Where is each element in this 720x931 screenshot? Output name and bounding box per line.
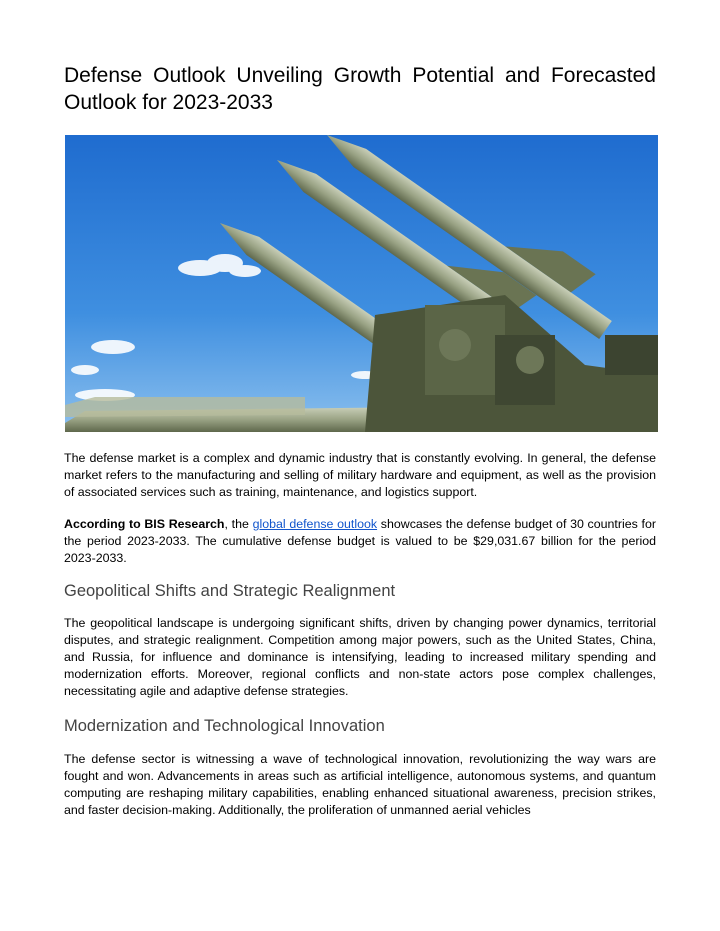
- bis-research-paragraph: [64, 516, 656, 567]
- global-defense-outlook-link[interactable]: global defense outlook: [252, 517, 378, 531]
- paragraph-continuation: showcases the defense budget of 30 countries for the period 2023-2033. The cumulative defense budget is valued to be $29,031.67 billion for the period 2023-2033.: [64, 517, 656, 565]
- hero-image-missile-launcher: [65, 135, 658, 432]
- section-heading-modernization: Modernization and Technological Innovation: [64, 717, 385, 735]
- intro-paragraph: The defense market is a complex and dynamic industry that is constantly evolving. In general, the defense market refers to the manufacturing and selling of military hardware and equipment, as well as the provision of associated services such as training, maintenance, and logistics support.: [64, 451, 656, 499]
- geopolitical-paragraph: The geopolitical landscape is undergoing significant shifts, driven by changing power dynamics, territorial disputes, and strategic realignment. Competition among major powers, such as the United States, China, and Russia, for influence and dominance is intensifying, leading to increased military spending and modernization efforts. Moreover, regional conflicts and non-state actors pose complex challenges, necessitating agile and adaptive defense strategies.: [64, 616, 656, 698]
- section-heading-geopolitical: Geopolitical Shifts and Strategic Realignment: [64, 582, 396, 600]
- missile-launcher-illustration: [65, 135, 658, 432]
- paragraph-connector: , the: [224, 517, 253, 531]
- bis-research-lead: According to BIS Research: [64, 517, 225, 531]
- modernization-paragraph: The defense sector is witnessing a wave of technological innovation, revolutionizing the way wars are fought and won. Advancements in areas such as artificial intelligence, autonomous systems, and quantum computing are reshaping military capabilities, enabling enhanced situational awareness, precision strikes, and faster decision-making. Additionally, the proliferation of unmanned aerial vehicles: [64, 752, 656, 817]
- page-title: Defense Outlook Unveiling Growth Potential and Forecasted Outlook for 2023-2033: [64, 64, 656, 114]
